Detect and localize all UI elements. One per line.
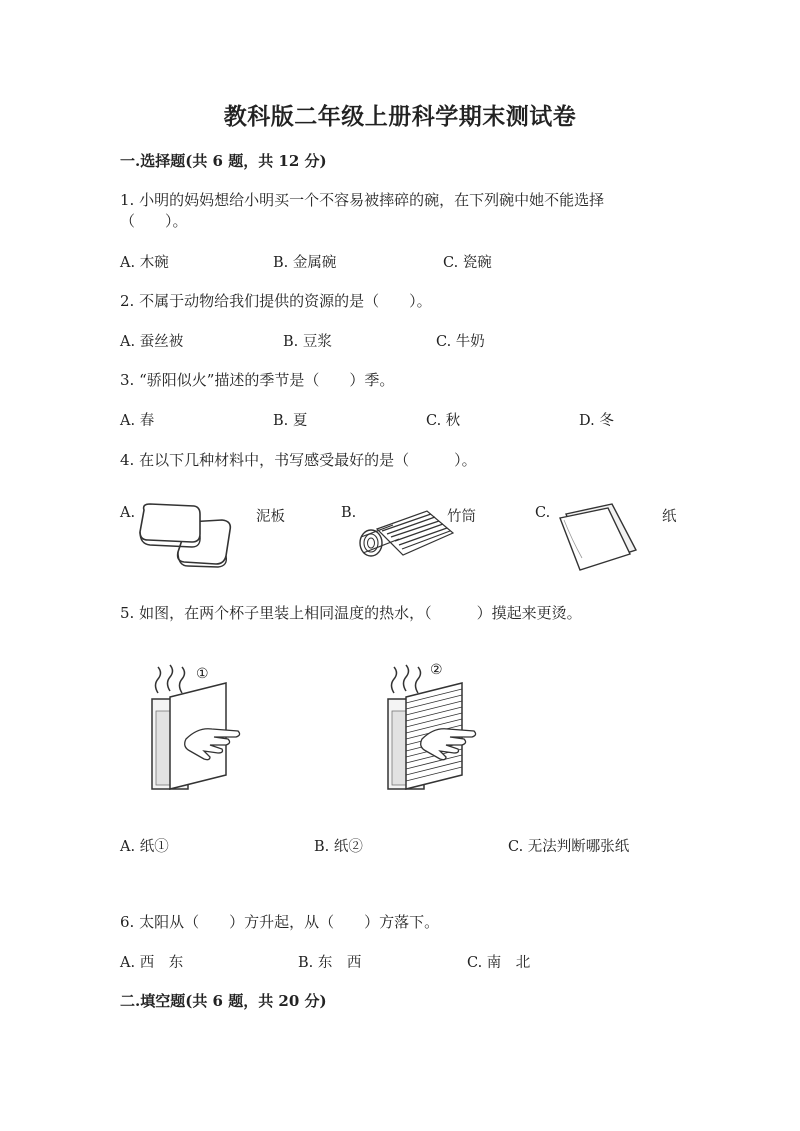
q3-option-d: D. 冬	[579, 413, 614, 429]
q4-option-a-label: 泥板	[256, 509, 285, 525]
q4-option-b-letter: B.	[341, 505, 357, 521]
section-heading-choice: 一.选择题(共 6 题，共 12 分)	[120, 152, 327, 170]
q1-option-b: B. 金属碗	[273, 255, 337, 271]
paper-illustration	[552, 500, 642, 572]
section-heading-fill-blank: 二.填空题(共 6 题，共 20 分)	[120, 992, 327, 1010]
q5-option-a: A. 纸①	[120, 839, 169, 855]
bamboo-slip-illustration	[357, 505, 457, 563]
question-3-text: 3. “骄阳似火”描述的季节是（ ）季。	[120, 371, 395, 389]
q6-option-c: C. 南 北	[467, 955, 531, 971]
figure-mark-1: ①	[196, 666, 209, 682]
q4-option-a-letter: A.	[120, 505, 136, 521]
q2-option-c: C. 牛奶	[436, 334, 485, 350]
cup-with-flat-paper-figure	[148, 665, 248, 795]
question-6-text: 6. 太阳从（ ）方升起，从（ ）方落下。	[120, 913, 440, 931]
q6-option-b: B. 东 西	[298, 955, 362, 971]
page-title: 教科版二年级上册科学期末测试卷	[223, 103, 577, 130]
q2-option-b: B. 豆浆	[283, 334, 332, 350]
question-2-text: 2. 不属于动物给我们提供的资源的是（ ）。	[120, 292, 432, 310]
clay-tablet-illustration	[136, 500, 236, 568]
q5-option-c: C. 无法判断哪张纸	[508, 839, 630, 855]
q1-option-a: A. 木碗	[120, 255, 169, 271]
q5-option-b: B. 纸②	[314, 839, 363, 855]
question-4-text: 4. 在以下几种材料中，书写感受最好的是（ ）。	[120, 451, 477, 469]
q4-option-c-label: 纸	[662, 509, 677, 525]
question-1-text: 1. 小明的妈妈想给小明买一个不容易被摔碎的碗，在下列碗中她不能选择	[120, 191, 605, 209]
cup-with-folded-paper-figure	[384, 665, 484, 795]
q6-option-a: A. 西 东	[120, 955, 184, 971]
question-5-text: 5. 如图，在两个杯子里装上相同温度的热水，（ ）摸起来更烫。	[120, 604, 582, 622]
q4-option-c-letter: C.	[535, 505, 551, 521]
q1-option-c: C. 瓷碗	[443, 255, 492, 271]
q3-option-b: B. 夏	[273, 413, 308, 429]
q3-option-c: C. 秋	[426, 413, 461, 429]
q3-option-a: A. 春	[120, 413, 155, 429]
q4-option-b-label: 竹筒	[447, 509, 476, 525]
question-1-text-cont: （ ）。	[120, 212, 188, 230]
q2-option-a: A. 蚕丝被	[120, 334, 184, 350]
figure-mark-2: ②	[430, 662, 443, 678]
